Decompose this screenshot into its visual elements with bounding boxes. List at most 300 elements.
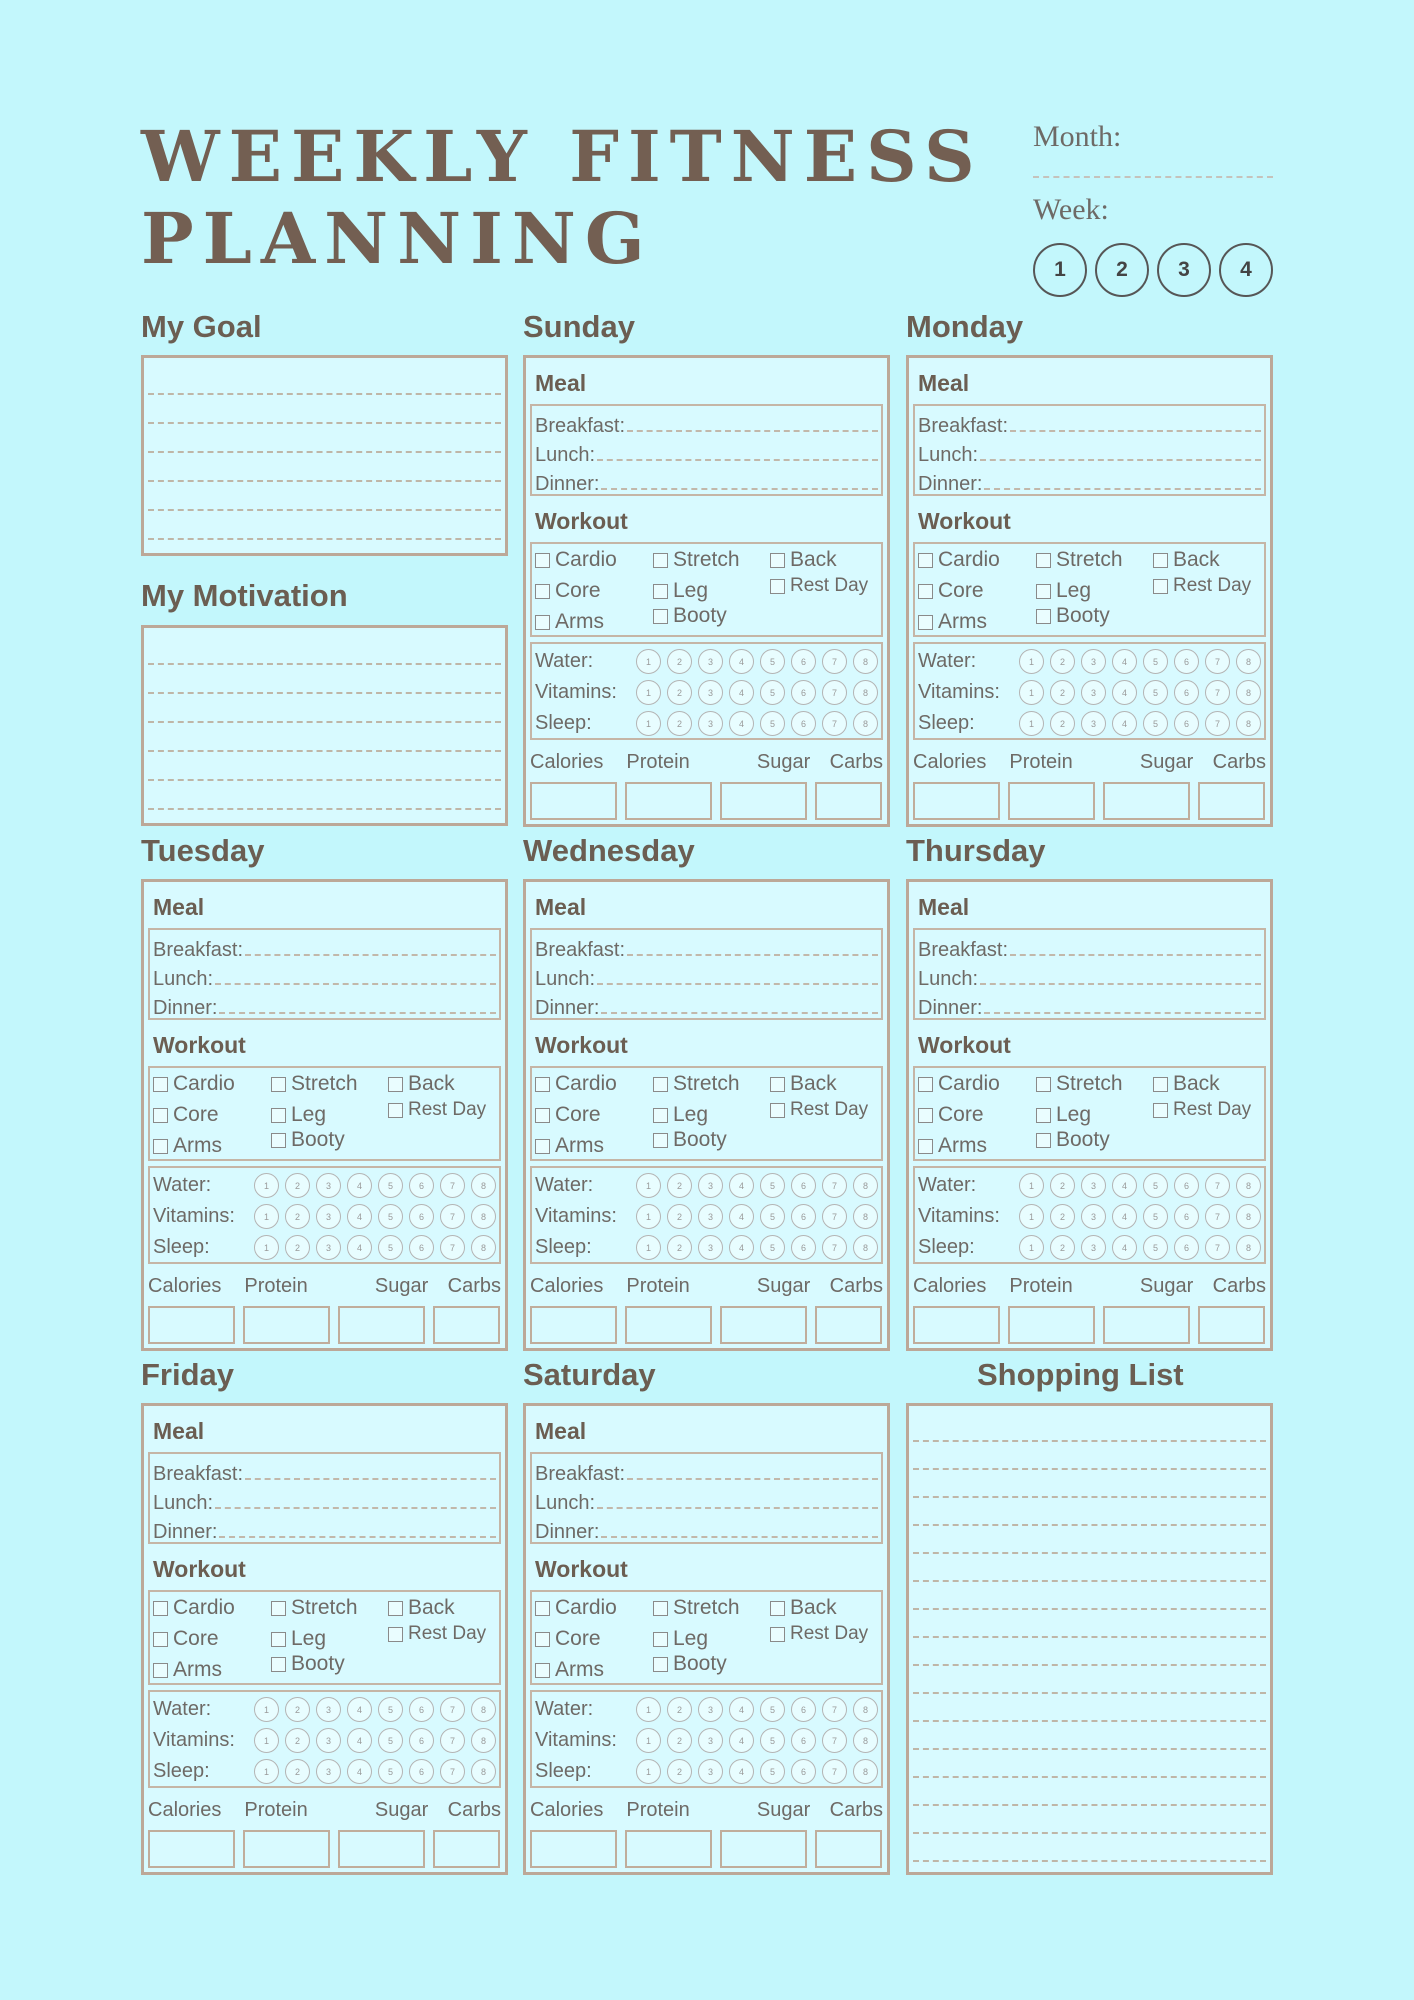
tracker-circle[interactable]: 1 [254, 1204, 279, 1229]
tracker-circle[interactable]: 2 [285, 1728, 310, 1753]
workout-stretch[interactable] [271, 1596, 358, 1620]
tracker-circle[interactable]: 3 [698, 1759, 723, 1784]
tracker-circle[interactable]: 1 [1019, 711, 1044, 736]
tracker-circle[interactable]: 2 [667, 1759, 692, 1784]
tracker-circle[interactable]: 6 [791, 680, 816, 705]
tracker-circle[interactable]: 5 [1143, 649, 1168, 674]
workout-stretch[interactable] [1036, 1072, 1123, 1096]
tracker-circle[interactable]: 1 [636, 1697, 661, 1722]
tracker-circle[interactable]: 7 [822, 1204, 847, 1229]
meal-row-dinner[interactable] [535, 991, 878, 1020]
tracker-circle[interactable]: 7 [440, 1697, 465, 1722]
checkbox-icon[interactable] [535, 1139, 550, 1154]
note-line[interactable] [913, 1834, 1266, 1862]
tracker-circle[interactable]: 8 [1236, 1235, 1261, 1260]
tracker-circle[interactable]: 5 [1143, 1204, 1168, 1229]
tracker-circle[interactable]: 1 [636, 1204, 661, 1229]
tracker-circle[interactable]: 1 [1019, 1235, 1044, 1260]
tracker-circle[interactable]: 4 [729, 1235, 754, 1260]
checkbox-icon[interactable] [653, 1077, 668, 1092]
checkbox-icon[interactable] [1036, 1108, 1051, 1123]
meal-row-lunch[interactable] [918, 438, 1261, 467]
tracker-circle[interactable]: 3 [1081, 649, 1106, 674]
workout-back[interactable] [1153, 548, 1220, 572]
checkbox-icon[interactable] [535, 584, 550, 599]
checkbox-icon[interactable] [271, 1632, 286, 1647]
tracker-circle[interactable]: 2 [1050, 1173, 1075, 1198]
tracker-circle[interactable]: 8 [853, 1173, 878, 1198]
note-line[interactable] [913, 1610, 1266, 1638]
tracker-circle[interactable]: 6 [409, 1759, 434, 1784]
note-line[interactable] [913, 1694, 1266, 1722]
tracker-circle[interactable]: 5 [378, 1728, 403, 1753]
tracker-circle[interactable]: 8 [471, 1759, 496, 1784]
tracker-circle[interactable]: 1 [636, 1728, 661, 1753]
tracker-circle[interactable]: 3 [316, 1697, 341, 1722]
tracker-circle[interactable]: 7 [440, 1235, 465, 1260]
tracker-circle[interactable]: 8 [1236, 1204, 1261, 1229]
tracker-circle[interactable]: 7 [1205, 711, 1230, 736]
tracker-circle[interactable]: 2 [667, 1173, 692, 1198]
note-line[interactable] [913, 1498, 1266, 1526]
meal-entry-line[interactable] [597, 983, 878, 985]
tracker-circle[interactable]: 1 [636, 1173, 661, 1198]
checkbox-icon[interactable] [918, 584, 933, 599]
tracker-circle[interactable]: 7 [1205, 680, 1230, 705]
tracker-circle[interactable]: 4 [347, 1728, 372, 1753]
meal-row-dinner[interactable] [918, 467, 1261, 496]
tracker-circle[interactable]: 5 [1143, 711, 1168, 736]
tracker-circle[interactable]: 4 [729, 1728, 754, 1753]
workout-arms[interactable] [918, 610, 987, 634]
carbs-input[interactable] [433, 1306, 500, 1344]
meal-entry-line[interactable] [215, 983, 496, 985]
workout-leg[interactable] [1036, 1103, 1091, 1127]
tracker-circle[interactable]: 1 [1019, 649, 1044, 674]
tracker-circle[interactable]: 7 [822, 680, 847, 705]
tracker-circle[interactable]: 4 [347, 1173, 372, 1198]
tracker-circle[interactable]: 2 [1050, 1204, 1075, 1229]
note-line[interactable] [913, 1442, 1266, 1470]
note-line[interactable] [913, 1638, 1266, 1666]
tracker-circle[interactable]: 3 [698, 1697, 723, 1722]
checkbox-icon[interactable] [388, 1627, 403, 1642]
checkbox-icon[interactable] [653, 1108, 668, 1123]
tracker-circle[interactable]: 8 [853, 711, 878, 736]
tracker-circle[interactable]: 6 [1174, 1235, 1199, 1260]
note-line[interactable] [913, 1750, 1266, 1778]
tracker-circle[interactable]: 6 [1174, 1204, 1199, 1229]
tracker-circle[interactable]: 8 [853, 1697, 878, 1722]
tracker-circle[interactable]: 3 [1081, 1235, 1106, 1260]
checkbox-icon[interactable] [770, 1627, 785, 1642]
tracker-circle[interactable]: 2 [667, 1204, 692, 1229]
tracker-circle[interactable]: 3 [316, 1235, 341, 1260]
tracker-circle[interactable]: 2 [667, 1697, 692, 1722]
tracker-circle[interactable]: 4 [1112, 1204, 1137, 1229]
tracker-circle[interactable]: 4 [1112, 680, 1137, 705]
tracker-circle[interactable]: 4 [729, 711, 754, 736]
tracker-circle[interactable]: 3 [1081, 1173, 1106, 1198]
tracker-circle[interactable]: 7 [822, 711, 847, 736]
meal-row-dinner[interactable] [153, 991, 496, 1020]
tracker-circle[interactable]: 3 [316, 1728, 341, 1753]
tracker-circle[interactable]: 3 [316, 1173, 341, 1198]
checkbox-icon[interactable] [1153, 1103, 1168, 1118]
workout-stretch[interactable] [653, 1072, 740, 1096]
calories-input[interactable] [530, 782, 617, 820]
tracker-circle[interactable]: 6 [409, 1173, 434, 1198]
tracker-circle[interactable]: 4 [1112, 1173, 1137, 1198]
workout-back[interactable] [388, 1596, 455, 1620]
workout-back[interactable] [770, 1072, 837, 1096]
protein-input[interactable] [243, 1830, 330, 1868]
tracker-circle[interactable]: 7 [1205, 1173, 1230, 1198]
checkbox-icon[interactable] [535, 1077, 550, 1092]
workout-cardio[interactable] [535, 1596, 617, 1620]
checkbox-icon[interactable] [918, 1077, 933, 1092]
workout-booty[interactable] [653, 1128, 727, 1152]
meal-row-breakfast[interactable] [535, 1457, 878, 1486]
sugar-input[interactable] [720, 1830, 807, 1868]
meal-entry-line[interactable] [984, 488, 1261, 490]
tracker-circle[interactable]: 1 [636, 649, 661, 674]
carbs-input[interactable] [815, 1830, 882, 1868]
tracker-circle[interactable]: 1 [254, 1728, 279, 1753]
motivation-notes[interactable] [141, 625, 508, 826]
checkbox-icon[interactable] [271, 1657, 286, 1672]
checkbox-icon[interactable] [388, 1601, 403, 1616]
tracker-circle[interactable]: 5 [378, 1173, 403, 1198]
checkbox-icon[interactable] [653, 553, 668, 568]
workout-core[interactable] [535, 1627, 601, 1651]
tracker-circle[interactable]: 5 [1143, 1235, 1168, 1260]
tracker-circle[interactable]: 6 [791, 1235, 816, 1260]
checkbox-icon[interactable] [653, 1601, 668, 1616]
workout-rest-day[interactable] [770, 1623, 868, 1645]
checkbox-icon[interactable] [153, 1663, 168, 1678]
tracker-circle[interactable]: 2 [667, 1728, 692, 1753]
workout-arms[interactable] [535, 1134, 604, 1158]
meal-row-breakfast[interactable] [918, 409, 1261, 438]
workout-rest-day[interactable] [1153, 575, 1251, 597]
tracker-circle[interactable]: 7 [822, 1697, 847, 1722]
tracker-circle[interactable]: 1 [254, 1235, 279, 1260]
workout-arms[interactable] [535, 610, 604, 634]
checkbox-icon[interactable] [535, 1108, 550, 1123]
tracker-circle[interactable]: 6 [791, 711, 816, 736]
tracker-circle[interactable]: 8 [471, 1204, 496, 1229]
tracker-circle[interactable]: 5 [1143, 1173, 1168, 1198]
meal-entry-line[interactable] [219, 1012, 496, 1014]
checkbox-icon[interactable] [153, 1108, 168, 1123]
tracker-circle[interactable]: 8 [471, 1697, 496, 1722]
workout-cardio[interactable] [153, 1596, 235, 1620]
checkbox-icon[interactable] [918, 1139, 933, 1154]
workout-core[interactable] [153, 1627, 219, 1651]
tracker-circle[interactable]: 7 [1205, 1204, 1230, 1229]
workout-booty[interactable] [271, 1652, 345, 1676]
tracker-circle[interactable]: 8 [471, 1235, 496, 1260]
calories-input[interactable] [148, 1830, 235, 1868]
note-line[interactable] [148, 781, 501, 810]
protein-input[interactable] [625, 782, 712, 820]
tracker-circle[interactable]: 6 [1174, 680, 1199, 705]
note-line[interactable] [148, 395, 501, 424]
meal-row-lunch[interactable] [535, 962, 878, 991]
tracker-circle[interactable]: 1 [1019, 680, 1044, 705]
tracker-circle[interactable]: 1 [636, 711, 661, 736]
tracker-circle[interactable]: 4 [1112, 711, 1137, 736]
workout-cardio[interactable] [153, 1072, 235, 1096]
tracker-circle[interactable]: 4 [729, 680, 754, 705]
tracker-circle[interactable]: 5 [760, 1759, 785, 1784]
tracker-circle[interactable]: 6 [791, 1697, 816, 1722]
tracker-circle[interactable]: 5 [760, 1204, 785, 1229]
sugar-input[interactable] [1103, 782, 1190, 820]
tracker-circle[interactable]: 8 [471, 1173, 496, 1198]
protein-input[interactable] [1008, 1306, 1095, 1344]
workout-leg[interactable] [653, 579, 708, 603]
tracker-circle[interactable]: 4 [1112, 1235, 1137, 1260]
checkbox-icon[interactable] [535, 1601, 550, 1616]
tracker-circle[interactable]: 8 [853, 1204, 878, 1229]
meal-entry-line[interactable] [219, 1536, 496, 1538]
meal-entry-line[interactable] [601, 1012, 878, 1014]
note-line[interactable] [148, 694, 501, 723]
meal-row-breakfast[interactable] [535, 933, 878, 962]
checkbox-icon[interactable] [918, 553, 933, 568]
workout-booty[interactable] [1036, 1128, 1110, 1152]
tracker-circle[interactable]: 3 [698, 1728, 723, 1753]
meal-entry-line[interactable] [245, 1478, 496, 1480]
tracker-circle[interactable]: 4 [729, 1759, 754, 1784]
tracker-circle[interactable]: 4 [1112, 649, 1137, 674]
calories-input[interactable] [913, 1306, 1000, 1344]
workout-core[interactable] [918, 1103, 984, 1127]
meal-row-dinner[interactable] [535, 467, 878, 496]
workout-booty[interactable] [653, 604, 727, 628]
protein-input[interactable] [625, 1306, 712, 1344]
note-line[interactable] [913, 1554, 1266, 1582]
tracker-circle[interactable]: 6 [409, 1728, 434, 1753]
tracker-circle[interactable]: 2 [1050, 649, 1075, 674]
note-line[interactable] [913, 1582, 1266, 1610]
workout-leg[interactable] [653, 1103, 708, 1127]
checkbox-icon[interactable] [918, 615, 933, 630]
tracker-circle[interactable]: 4 [729, 1204, 754, 1229]
workout-cardio[interactable] [918, 1072, 1000, 1096]
tracker-circle[interactable]: 3 [698, 680, 723, 705]
tracker-circle[interactable]: 4 [347, 1759, 372, 1784]
tracker-circle[interactable]: 1 [636, 1235, 661, 1260]
checkbox-icon[interactable] [271, 1601, 286, 1616]
tracker-circle[interactable]: 5 [378, 1235, 403, 1260]
calories-input[interactable] [530, 1306, 617, 1344]
carbs-input[interactable] [1198, 782, 1265, 820]
workout-booty[interactable] [1036, 604, 1110, 628]
checkbox-icon[interactable] [1036, 609, 1051, 624]
workout-back[interactable] [388, 1072, 455, 1096]
tracker-circle[interactable]: 5 [760, 1235, 785, 1260]
tracker-circle[interactable]: 8 [1236, 680, 1261, 705]
tracker-circle[interactable]: 2 [667, 649, 692, 674]
workout-booty[interactable] [653, 1652, 727, 1676]
calories-input[interactable] [148, 1306, 235, 1344]
tracker-circle[interactable]: 2 [285, 1759, 310, 1784]
checkbox-icon[interactable] [535, 553, 550, 568]
workout-arms[interactable] [153, 1658, 222, 1682]
tracker-circle[interactable]: 7 [822, 1759, 847, 1784]
meal-row-lunch[interactable] [153, 1486, 496, 1515]
workout-back[interactable] [770, 1596, 837, 1620]
carbs-input[interactable] [433, 1830, 500, 1868]
week-option-3[interactable]: 3 [1157, 243, 1211, 297]
tracker-circle[interactable]: 6 [791, 1759, 816, 1784]
checkbox-icon[interactable] [388, 1077, 403, 1092]
month-field[interactable] [1033, 176, 1273, 178]
meal-row-lunch[interactable] [535, 1486, 878, 1515]
meal-entry-line[interactable] [597, 459, 878, 461]
meal-entry-line[interactable] [215, 1507, 496, 1509]
checkbox-icon[interactable] [153, 1632, 168, 1647]
tracker-circle[interactable]: 1 [1019, 1173, 1044, 1198]
checkbox-icon[interactable] [653, 584, 668, 599]
workout-stretch[interactable] [271, 1072, 358, 1096]
note-line[interactable] [148, 482, 501, 511]
sugar-input[interactable] [720, 1306, 807, 1344]
note-line[interactable] [148, 636, 501, 665]
meal-entry-line[interactable] [627, 430, 878, 432]
tracker-circle[interactable]: 5 [378, 1204, 403, 1229]
workout-core[interactable] [918, 579, 984, 603]
tracker-circle[interactable]: 3 [698, 1204, 723, 1229]
workout-stretch[interactable] [1036, 548, 1123, 572]
checkbox-icon[interactable] [535, 615, 550, 630]
meal-entry-line[interactable] [627, 1478, 878, 1480]
tracker-circle[interactable]: 7 [822, 1728, 847, 1753]
tracker-circle[interactable]: 4 [347, 1235, 372, 1260]
carbs-input[interactable] [1198, 1306, 1265, 1344]
meal-entry-line[interactable] [245, 954, 496, 956]
meal-row-breakfast[interactable] [918, 933, 1261, 962]
tracker-circle[interactable]: 2 [285, 1204, 310, 1229]
tracker-circle[interactable]: 3 [316, 1759, 341, 1784]
meal-row-lunch[interactable] [153, 962, 496, 991]
note-line[interactable] [148, 366, 501, 395]
tracker-circle[interactable]: 2 [1050, 1235, 1075, 1260]
tracker-circle[interactable]: 4 [347, 1204, 372, 1229]
tracker-circle[interactable]: 3 [1081, 680, 1106, 705]
tracker-circle[interactable]: 4 [729, 1697, 754, 1722]
checkbox-icon[interactable] [153, 1139, 168, 1154]
checkbox-icon[interactable] [153, 1601, 168, 1616]
meal-entry-line[interactable] [627, 954, 878, 956]
tracker-circle[interactable]: 1 [254, 1697, 279, 1722]
checkbox-icon[interactable] [271, 1108, 286, 1123]
workout-leg[interactable] [271, 1627, 326, 1651]
workout-cardio[interactable] [535, 548, 617, 572]
workout-cardio[interactable] [535, 1072, 617, 1096]
sugar-input[interactable] [1103, 1306, 1190, 1344]
week-option-2[interactable]: 2 [1095, 243, 1149, 297]
tracker-circle[interactable]: 3 [698, 1173, 723, 1198]
tracker-circle[interactable]: 1 [636, 1759, 661, 1784]
tracker-circle[interactable]: 5 [760, 1173, 785, 1198]
tracker-circle[interactable]: 7 [1205, 1235, 1230, 1260]
workout-arms[interactable] [535, 1658, 604, 1682]
protein-input[interactable] [625, 1830, 712, 1868]
tracker-circle[interactable]: 7 [822, 1173, 847, 1198]
tracker-circle[interactable]: 8 [1236, 649, 1261, 674]
tracker-circle[interactable]: 8 [1236, 711, 1261, 736]
note-line[interactable] [913, 1722, 1266, 1750]
note-line[interactable] [148, 511, 501, 540]
tracker-circle[interactable]: 6 [1174, 649, 1199, 674]
checkbox-icon[interactable] [653, 1657, 668, 1672]
tracker-circle[interactable]: 2 [1050, 680, 1075, 705]
carbs-input[interactable] [815, 782, 882, 820]
checkbox-icon[interactable] [653, 609, 668, 624]
workout-arms[interactable] [153, 1134, 222, 1158]
tracker-circle[interactable]: 2 [667, 1235, 692, 1260]
protein-input[interactable] [243, 1306, 330, 1344]
meal-entry-line[interactable] [601, 1536, 878, 1538]
meal-entry-line[interactable] [980, 983, 1261, 985]
note-line[interactable] [913, 1666, 1266, 1694]
workout-back[interactable] [770, 548, 837, 572]
workout-core[interactable] [535, 579, 601, 603]
tracker-circle[interactable]: 7 [440, 1204, 465, 1229]
tracker-circle[interactable]: 6 [409, 1204, 434, 1229]
tracker-circle[interactable]: 8 [853, 1235, 878, 1260]
sugar-input[interactable] [338, 1306, 425, 1344]
meal-entry-line[interactable] [984, 1012, 1261, 1014]
sugar-input[interactable] [720, 782, 807, 820]
note-line[interactable] [913, 1414, 1266, 1442]
workout-booty[interactable] [271, 1128, 345, 1152]
workout-leg[interactable] [1036, 579, 1091, 603]
meal-entry-line[interactable] [1010, 954, 1261, 956]
checkbox-icon[interactable] [388, 1103, 403, 1118]
checkbox-icon[interactable] [653, 1632, 668, 1647]
tracker-circle[interactable]: 6 [409, 1697, 434, 1722]
checkbox-icon[interactable] [535, 1632, 550, 1647]
meal-entry-line[interactable] [601, 488, 878, 490]
checkbox-icon[interactable] [1153, 553, 1168, 568]
meal-entry-line[interactable] [980, 459, 1261, 461]
week-option-4[interactable]: 4 [1219, 243, 1273, 297]
tracker-circle[interactable]: 5 [378, 1697, 403, 1722]
workout-arms[interactable] [918, 1134, 987, 1158]
tracker-circle[interactable]: 7 [440, 1173, 465, 1198]
tracker-circle[interactable]: 6 [791, 1728, 816, 1753]
tracker-circle[interactable]: 4 [347, 1697, 372, 1722]
checkbox-icon[interactable] [271, 1077, 286, 1092]
workout-stretch[interactable] [653, 1596, 740, 1620]
workout-rest-day[interactable] [388, 1099, 486, 1121]
tracker-circle[interactable]: 8 [853, 680, 878, 705]
tracker-circle[interactable]: 5 [378, 1759, 403, 1784]
note-line[interactable] [913, 1470, 1266, 1498]
tracker-circle[interactable]: 5 [760, 649, 785, 674]
calories-input[interactable] [913, 782, 1000, 820]
calories-input[interactable] [530, 1830, 617, 1868]
goal-notes[interactable] [141, 355, 508, 556]
meal-row-breakfast[interactable] [535, 409, 878, 438]
sugar-input[interactable] [338, 1830, 425, 1868]
tracker-circle[interactable]: 7 [822, 1235, 847, 1260]
